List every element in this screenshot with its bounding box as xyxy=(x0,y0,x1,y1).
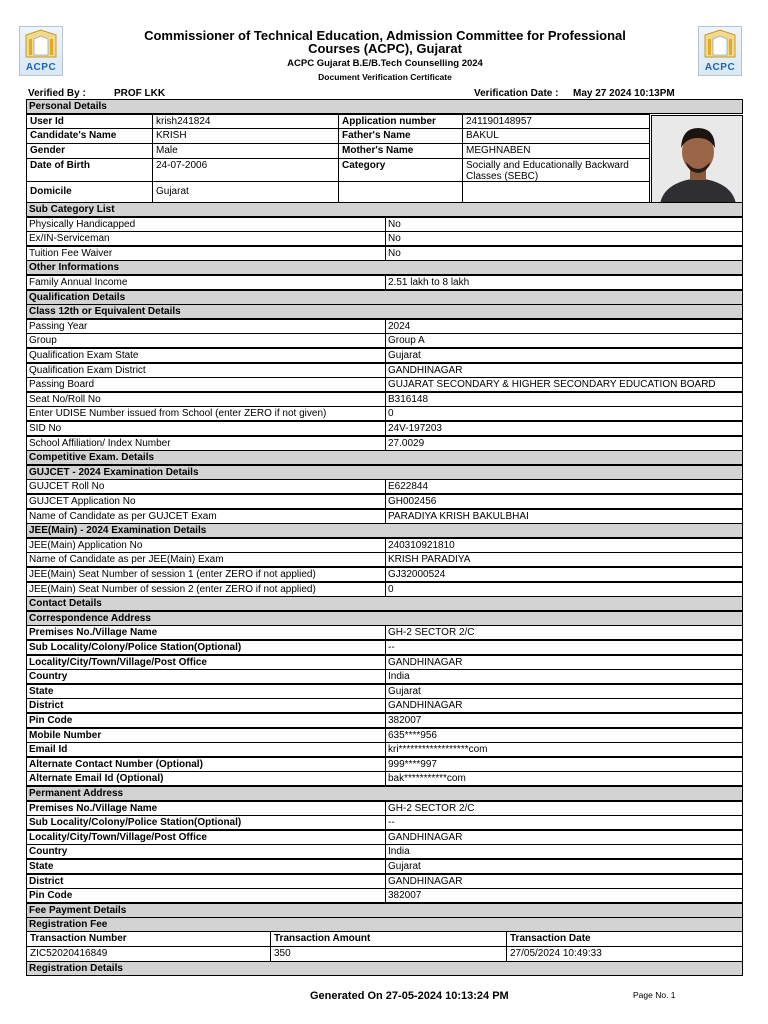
row-value: No xyxy=(385,247,742,260)
table-row xyxy=(26,830,743,845)
fee-transaction-number: ZIC52020416849 xyxy=(26,946,271,962)
verification-date-label: Verification Date : xyxy=(474,88,559,99)
section-label: Correspondence Address xyxy=(29,612,151,624)
table-row xyxy=(26,874,743,889)
row-label: Passing Board xyxy=(29,379,95,391)
row-label: Pin Code xyxy=(29,715,73,726)
row-value: Gujarat xyxy=(385,685,742,698)
table-row xyxy=(26,333,743,348)
table-row xyxy=(26,844,743,859)
table-row xyxy=(26,801,743,816)
row-value: India xyxy=(385,845,742,858)
acpc-logo-left xyxy=(19,26,63,76)
row-label: School Affiliation/ Index Number xyxy=(29,437,171,449)
table-row xyxy=(26,655,743,670)
row-value: GANDHINAGAR xyxy=(385,656,742,669)
section-label: Class 12th or Equivalent Details xyxy=(29,306,181,318)
table-row xyxy=(26,421,743,436)
title-line-1: Commissioner of Technical Education, Admission Committee for Professional xyxy=(144,28,626,43)
row-label: State xyxy=(29,861,54,872)
acpc-logo-right xyxy=(698,26,742,76)
gender-label: Gender xyxy=(26,143,153,159)
gender-value: Male xyxy=(152,143,339,159)
row-value: 0 xyxy=(385,407,742,420)
row-label: Group xyxy=(29,335,57,347)
row-value: 382007 xyxy=(385,889,742,902)
row-value: B316148 xyxy=(385,393,742,406)
row-label: Tuition Fee Waiver xyxy=(29,247,113,259)
row-value: India xyxy=(385,670,742,683)
section-header xyxy=(26,465,743,480)
fee-transaction-date: 27/05/2024 10:49:33 xyxy=(506,946,743,962)
table-row xyxy=(26,231,743,246)
section-header xyxy=(26,202,743,217)
section-label: Sub Category List xyxy=(29,204,115,215)
row-label: Family Annual Income xyxy=(29,277,128,288)
table-row xyxy=(26,625,743,640)
row-label: Qualification Exam State xyxy=(29,350,139,361)
empty-cell xyxy=(338,181,463,203)
page-number: Page No. 1 xyxy=(633,990,676,1000)
row-label: State xyxy=(29,685,54,697)
table-row xyxy=(26,859,743,874)
section-label: JEE(Main) - 2024 Examination Details xyxy=(29,525,207,537)
candidate-name-value: KRISH xyxy=(152,128,339,144)
fee-header-transaction-number: Transaction Number xyxy=(26,931,271,947)
row-label: Ex/IN-Serviceman xyxy=(29,233,110,245)
row-value: GANDHINAGAR xyxy=(385,831,742,844)
row-label: District xyxy=(29,875,64,887)
table-row xyxy=(26,479,743,494)
section-header xyxy=(26,611,743,626)
row-label: Premises No./Village Name xyxy=(29,802,158,814)
section-header xyxy=(26,903,743,918)
row-value: GANDHINAGAR xyxy=(385,699,742,712)
section-label: GUJCET - 2024 Examination Details xyxy=(29,466,199,478)
section-label: Personal Details xyxy=(29,101,107,112)
row-value: 999****997 xyxy=(385,758,742,771)
father-name-value: BAKUL xyxy=(462,128,650,144)
row-label: Name of Candidate as per JEE(Main) Exam xyxy=(29,554,224,566)
row-label: Email Id xyxy=(29,744,68,756)
row-value: No xyxy=(385,218,742,231)
logo-text: ACPC xyxy=(704,62,736,73)
row-label: Country xyxy=(29,671,68,683)
domicile-label: Domicile xyxy=(26,181,153,203)
domicile-value: Gujarat xyxy=(152,181,339,203)
table-row xyxy=(26,771,743,786)
logo-text: ACPC xyxy=(25,62,57,73)
table-row xyxy=(26,436,743,451)
table-row xyxy=(26,669,743,684)
row-label: Alternate Contact Number (Optional) xyxy=(29,758,203,770)
row-value: 382007 xyxy=(385,714,742,727)
row-label: Pin Code xyxy=(29,890,73,902)
row-value: GANDHINAGAR xyxy=(385,364,742,377)
document-title: Document Verification Certificate xyxy=(318,72,452,82)
row-label: Country xyxy=(29,846,68,858)
row-value: 2.51 lakh to 8 lakh xyxy=(385,276,742,289)
row-label: Locality/City/Town/Village/Post Office xyxy=(29,656,207,668)
table-row xyxy=(26,377,743,392)
table-row xyxy=(26,757,743,772)
row-value: No xyxy=(385,232,742,245)
table-row xyxy=(26,348,743,363)
row-value: kri******************com xyxy=(385,743,742,756)
empty-cell xyxy=(462,181,650,203)
row-label: Premises No./Village Name xyxy=(29,627,158,639)
table-row xyxy=(26,713,743,728)
row-label: Sub Locality/Colony/Police Station(Optional) xyxy=(29,642,242,653)
table-row xyxy=(26,698,743,713)
row-label: Mobile Number xyxy=(29,729,102,741)
row-value: GH-2 SECTOR 2/C xyxy=(385,802,742,815)
row-value: E622844 xyxy=(385,480,742,493)
table-row xyxy=(26,567,743,582)
father-name-label: Father's Name xyxy=(338,128,463,144)
section-personal-details xyxy=(26,99,743,114)
table-row xyxy=(26,888,743,903)
section-label: Competitive Exam. Details xyxy=(29,452,155,464)
row-value: Gujarat xyxy=(385,349,742,362)
row-value: 2024 xyxy=(385,320,742,333)
row-value: 635****956 xyxy=(385,729,742,742)
category-value: Socially and Educationally Backward Classes (SEBC) xyxy=(462,158,650,182)
row-value: -- xyxy=(385,816,742,829)
row-value: GANDHINAGAR xyxy=(385,875,742,888)
table-row xyxy=(26,815,743,830)
page-subtitle: ACPC Gujarat B.E/B.Tech Counselling 2024 xyxy=(287,58,483,69)
candidate-photo xyxy=(651,115,743,203)
table-row xyxy=(26,742,743,757)
row-label: Alternate Email Id (Optional) xyxy=(29,773,164,785)
section-header xyxy=(26,523,743,538)
category-label: Category xyxy=(338,158,463,182)
mother-name-value: MEGHNABEN xyxy=(462,143,650,159)
row-label: Locality/City/Town/Village/Post Office xyxy=(29,831,207,843)
table-row xyxy=(26,640,743,655)
row-value: GUJARAT SECONDARY & HIGHER SECONDARY EDUCATION BOARD xyxy=(385,378,742,391)
section-label: Qualification Details xyxy=(29,291,126,303)
row-value: GH-2 SECTOR 2/C xyxy=(385,626,742,639)
row-value: Gujarat xyxy=(385,860,742,873)
section-header xyxy=(26,450,743,465)
application-number-label: Application number xyxy=(338,114,463,129)
section-label: Permanent Address xyxy=(29,788,124,799)
fee-header-transaction-date: Transaction Date xyxy=(506,931,743,947)
table-row xyxy=(26,392,743,407)
generated-on: Generated On 27-05-2024 10:13:24 PM xyxy=(310,990,509,1002)
section-header xyxy=(26,304,743,319)
application-number-value: 241190148957 xyxy=(462,114,650,129)
dob-value: 24-07-2006 xyxy=(152,158,339,182)
fee-header-transaction-amount: Transaction Amount xyxy=(270,931,507,947)
section-label: Other Informations xyxy=(29,262,120,274)
verification-date-value: May 27 2024 10:13PM xyxy=(573,88,675,99)
candidate-name-label: Candidate's Name xyxy=(26,128,153,144)
row-value: KRISH PARADIYA xyxy=(385,553,742,566)
row-label: Passing Year xyxy=(29,320,88,332)
verified-by-value: PROF LKK xyxy=(114,88,166,99)
table-row xyxy=(26,319,743,334)
row-label: JEE(Main) Seat Number of session 1 (enter ZERO if not applied) xyxy=(29,569,316,580)
row-label: Enter UDISE Number issued from School (enter ZERO if not given) xyxy=(29,408,327,420)
title-line-2: Courses (ACPC), Gujarat xyxy=(308,41,462,56)
table-row xyxy=(26,552,743,567)
row-value: GH002456 xyxy=(385,495,742,508)
table-row xyxy=(26,217,743,232)
row-value: GJ32000524 xyxy=(385,568,742,581)
row-value: Group A xyxy=(385,334,742,347)
section-label: Contact Details xyxy=(29,598,102,610)
row-label: JEE(Main) Application No xyxy=(29,539,143,551)
fee-transaction-amount: 350 xyxy=(270,946,507,962)
row-label: Qualification Exam District xyxy=(29,364,146,376)
row-value: -- xyxy=(385,641,742,654)
row-label: SID No xyxy=(29,423,62,434)
row-label: Physically Handicapped xyxy=(29,218,136,230)
table-row xyxy=(26,509,743,524)
row-value: 27.0029 xyxy=(385,437,742,450)
table-row xyxy=(26,728,743,743)
section-header xyxy=(26,596,743,611)
row-value: 0 xyxy=(385,583,742,596)
mother-name-label: Mother's Name xyxy=(338,143,463,159)
row-label: JEE(Main) Seat Number of session 2 (enter ZERO if not applied) xyxy=(29,583,316,595)
section-label: Registration Fee xyxy=(29,919,108,931)
row-value: bak***********com xyxy=(385,772,742,785)
section-label: Fee Payment Details xyxy=(29,904,127,916)
table-row xyxy=(26,363,743,378)
row-label: Seat No/Roll No xyxy=(29,393,101,405)
table-row xyxy=(26,246,743,261)
row-label: Name of Candidate as per GUJCET Exam xyxy=(29,510,217,522)
table-row xyxy=(26,684,743,699)
verified-by-label: Verified By : xyxy=(28,88,86,99)
user-id-value: krish241824 xyxy=(152,114,339,129)
page-title xyxy=(110,29,660,55)
row-label: GUJCET Roll No xyxy=(29,481,105,493)
table-row xyxy=(26,582,743,597)
row-value: 240310921810 xyxy=(385,539,742,552)
dob-label: Date of Birth xyxy=(26,158,153,182)
row-label: District xyxy=(29,700,64,712)
row-value: PARADIYA KRISH BAKULBHAI xyxy=(385,510,742,523)
row-label: Sub Locality/Colony/Police Station(Optional) xyxy=(29,817,242,829)
section-registration-details xyxy=(26,961,743,976)
table-row xyxy=(26,494,743,509)
section-label: Registration Details xyxy=(29,963,123,974)
table-row xyxy=(26,406,743,421)
row-label: GUJCET Application No xyxy=(29,496,136,507)
section-header xyxy=(26,290,743,305)
section-header xyxy=(26,260,743,275)
user-id-label: User Id xyxy=(26,114,153,129)
row-value: 24V-197203 xyxy=(385,422,742,435)
section-header xyxy=(26,786,743,801)
table-row xyxy=(26,275,743,290)
table-row xyxy=(26,538,743,553)
